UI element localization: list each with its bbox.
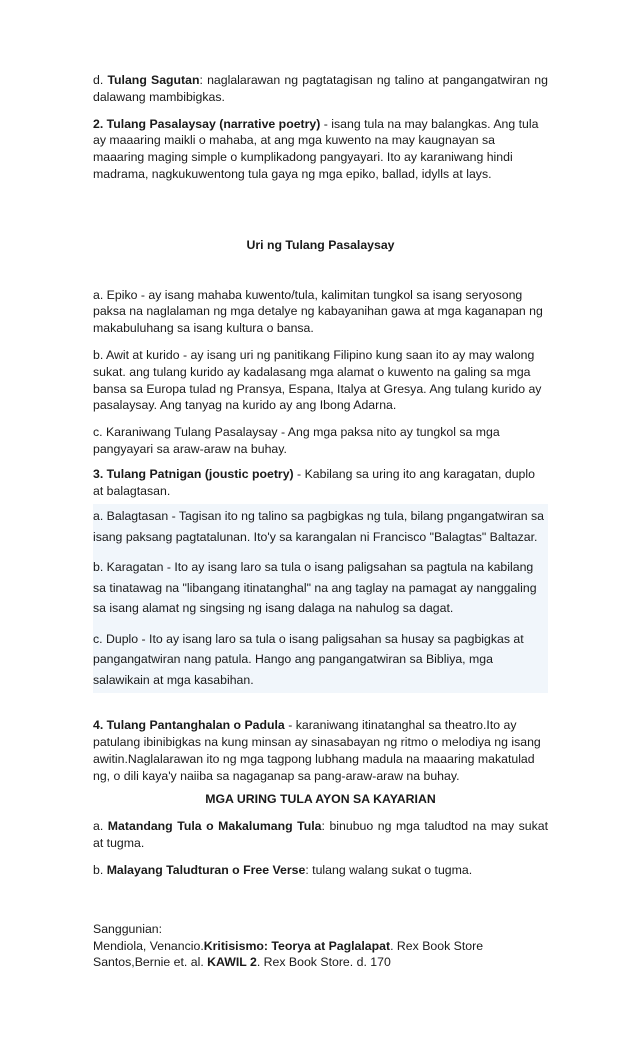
item-term: Tulang Sagutan: [107, 73, 200, 87]
subheading-uri-ng-tulang-pasalaysay: Uri ng Tulang Pasalaysay: [246, 237, 395, 252]
item-text: : binubuo ng mga taludtod na may sukat at tugma.: [93, 819, 549, 851]
item-term: Matandang Tula o Makalumang Tula: [107, 819, 322, 834]
section-text: - Kabilang sa uring ito ang karagatan, duplo at balagtasan.: [93, 466, 535, 498]
uri-item-awit-kurido: b. Awit at kurido - ay isang uri ng panitikang Filipino kung saan ito ay may walong sukat. ang tulang kurido ay kadalasang mga alamat o kuwento na galing sa mga bansa sa Europa tulad ng Pransya, Espana, Italya at Gresya. Ang tulang kurido ay pasalaysay. Ang tanyag na kurido ay ang Ibong Adarna.: [93, 347, 542, 413]
reference-publisher: . Rex Book Store: [390, 938, 484, 953]
item-letter: a.: [93, 819, 104, 834]
reference-entry: [93, 938, 548, 955]
item-text: : tulang walang sukat o tugma.: [305, 862, 473, 877]
patnigan-item-balagtasan: a. Balagtasan - Tagisan ito ng talino sa pagbigkas ng tula, bilang pngangatwiran sa isang paksang pagtatalunan. Ito'y sa karangalan ni Francisco "Balagtas" Baltazar.: [93, 509, 544, 544]
patnigan-item-karagatan: b. Karagatan - Ito ay isang laro sa tula o isang paligsahan sa pagtula na kabilang sa tinatawag na "libangang itinatanghal" na ang taglay na pamagat ay nanggaling sa isang alamat ng singsing ng isang dalaga na nahulog sa dagat.: [93, 560, 537, 616]
subheading-mga-uri-ayon-sa-kayarian: MGA URING TULA AYON SA KAYARIAN: [205, 791, 436, 806]
section-tulang-pasalaysay: [93, 116, 548, 183]
reference-title: Kritisismo: Teorya at Paglalapat: [203, 938, 391, 953]
section-text: - karaniwang itinatanghal sa theatro.Ito ay patulang ibinibigkas na kung minsan ay sinasabayan ng ritmo o melodiya ng isang awitin.Naglalarawan ito ng mga tagpong lubhang madula na maaaring makatulad ng, o dili kaya'y naiiba sa nagaganap sa pang-araw-araw na buhay.: [93, 718, 541, 783]
section-tulang-pantanghalan: [93, 717, 548, 784]
item-term: Malayang Taludturan o Free Verse: [106, 862, 306, 877]
reference-entry: [93, 954, 548, 971]
reference-author: Mendiola, Venancio.: [93, 938, 204, 953]
document-page: [93, 72, 548, 971]
uri-item-karaniwang-tula: c. Karaniwang Tulang Pasalaysay - Ang mga paksa nito ay tungkol sa mga pangyayari sa araw-araw na buhay.: [93, 425, 500, 456]
patnigan-list: [93, 504, 548, 693]
references: [93, 921, 548, 971]
item-letter: d.: [93, 73, 104, 87]
item-text: : naglalarawan ng pagtatagisan ng talino at pangangatwiran ng dalawang mambibigkas.: [93, 73, 548, 104]
reference-title: KAWIL 2: [207, 955, 257, 970]
section-text: - isang tula na may balangkas. Ang tula ay maaaring maikli o mahaba, at ang mga kuwento na may kaugnayan sa maaaring maging simple o kumplikadong pangyayari. Ito ay karaniwang hindi madrama, nagkukuwentong tula gaya ng mga epiko, ballad, idylls at lays.: [93, 116, 539, 181]
item-tulang-sagutan: [93, 72, 548, 106]
kayarian-item-matandang-tula: [93, 818, 548, 852]
reference-publisher: . Rex Book Store. d. 170: [256, 955, 391, 970]
section-tulang-patnigan: [93, 466, 548, 500]
section-heading: 3. Tulang Patnigan (joustic poetry): [93, 466, 294, 481]
item-letter: b.: [93, 862, 104, 877]
section-heading: 2. Tulang Pasalaysay (narrative poetry): [93, 116, 321, 131]
references-label: Sanggunian:: [93, 921, 163, 936]
patnigan-item-duplo: c. Duplo - Ito ay isang laro sa tula o isang paligsahan sa husay sa pagbigkas at pangangatwiran nang patula. Hango ang pangangatwiran sa Bibliya, mga salawikain at mga kasabihan.: [93, 631, 524, 687]
reference-author: Santos,Bernie et. al.: [93, 955, 208, 970]
kayarian-item-malayang-taludturan: [93, 862, 548, 879]
uri-item-epiko: a. Epiko - ay isang mahaba kuwento/tula, kalimitan tungkol sa isang seryosong paksa na naglalaman ng mga detalye ng kabayanihan gawa at mga kaganapan ng makabuluhang sa isang kultura o bansa.: [93, 287, 543, 336]
section-heading: 4. Tulang Pantanghalan o Padula: [93, 718, 285, 733]
